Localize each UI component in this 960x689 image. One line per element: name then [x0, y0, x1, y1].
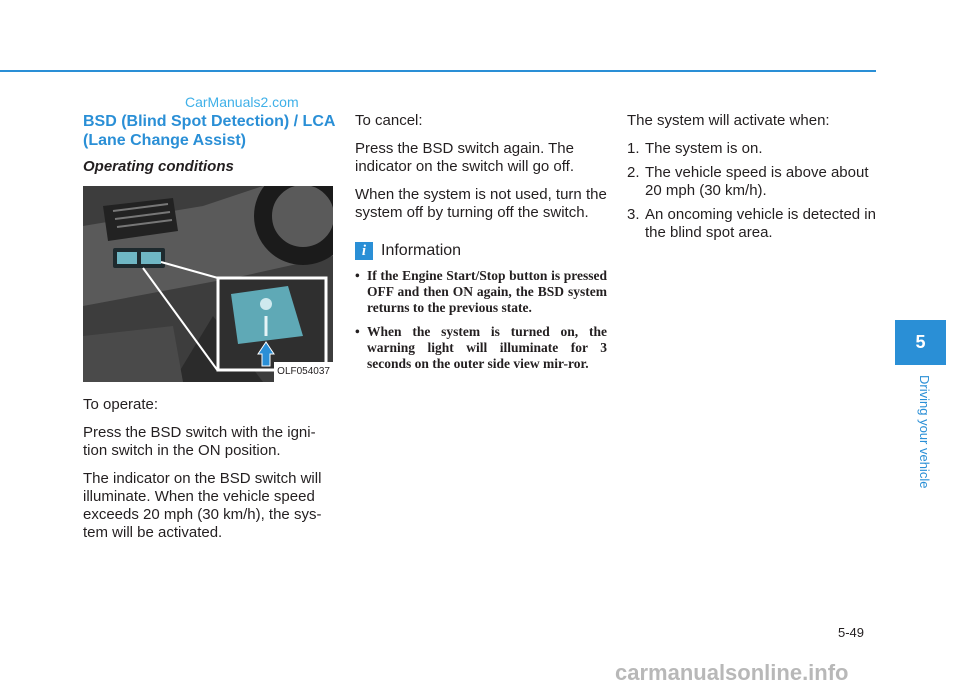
paragraph: The system will activate when:: [627, 112, 830, 129]
subsection-title: Operating conditions: [83, 158, 234, 175]
watermark-top[interactable]: CarManuals2.com: [185, 94, 299, 110]
paragraph: Press the BSD switch again. The indicator on the switch will go off.: [355, 140, 575, 175]
list-item: • If the Engine Start/Stop button is pressed OFF and then ON again, the BSD system returns to the previous state.: [355, 268, 607, 316]
list-item: 3. An oncoming vehicle is detected in the blind spot area.: [627, 206, 876, 241]
dashboard-photo: [83, 186, 333, 382]
list-item: • When the system is turned on, the warning light will illuminate for 3 seconds on the outer side view mir-ror.: [355, 324, 607, 372]
dashboard-illustration: [83, 186, 333, 382]
chapter-label: Driving your vehicle: [917, 375, 932, 489]
top-rule: [0, 70, 876, 72]
numbered-list: [627, 140, 879, 242]
watermark-bottom[interactable]: carmanualsonline.info: [615, 660, 849, 685]
paragraph: To operate:: [83, 396, 159, 413]
paragraph: When the system is not used, turn the system off by turning off the switch.: [355, 186, 607, 221]
list-item: 1. The system is on.: [627, 140, 763, 157]
information-title: Information: [381, 242, 462, 259]
image-caption: OLF054037: [274, 362, 333, 382]
column-1: [83, 112, 335, 552]
list-item: 2. The vehicle speed is above about 20 mph (30 km/h).: [627, 164, 869, 199]
information-list: [355, 268, 607, 372]
paragraph: Press the BSD switch with the igni-tion switch in the ON position.: [83, 424, 316, 459]
paragraph: The indicator on the BSD switch will illuminate. When the vehicle speed exceeds 20 mph (30 km/h), the sys-tem will be activated.: [83, 470, 322, 541]
column-2: [355, 112, 607, 380]
column-3: [627, 112, 879, 248]
paragraph: To cancel:: [355, 112, 423, 129]
chapter-tab: 5: [895, 320, 946, 365]
information-header: [355, 242, 607, 260]
page-number: 5-49: [838, 625, 865, 640]
section-title: BSD (Blind Spot Detection) / LCA (Lane Change Assist): [83, 113, 335, 149]
information-icon: i: [355, 242, 373, 260]
